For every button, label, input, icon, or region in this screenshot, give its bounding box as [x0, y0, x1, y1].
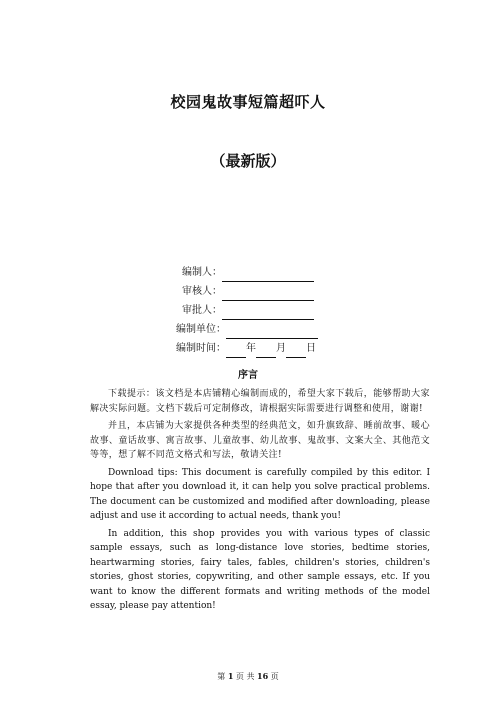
- footer-middle: 页 共: [235, 672, 255, 681]
- day-label: 日: [306, 343, 316, 354]
- preface-body: [90, 387, 430, 617]
- paragraph-shop-offer-en: In addition, this shop provides you with various types of classic sample essays, such as long-distance love stories, bedtime stories, heartwarming stories, fairy tales, fables, children's stories, children's stories, ghost stories, copywriting, and other sample essays, etc. If you want to know the different formats and writing methods of the model essay, please pay attention!: [90, 528, 430, 611]
- unit-label: 编制单位：: [176, 324, 226, 335]
- footer-total-pages: 16: [257, 671, 269, 681]
- time-label: 编制时间：: [176, 343, 226, 354]
- unit-blank-line: [226, 325, 318, 339]
- approver-label: 审批人：: [182, 305, 222, 316]
- unit-row: [176, 320, 318, 339]
- day-blank-line: [286, 344, 306, 358]
- reviewer-label: 审核人：: [182, 286, 222, 297]
- paragraph-shop-offer-cn: 并且，本店铺为大家提供各种类型的经典范文，如升旗致辞、睡前故事、暖心故事、童话故事、寓言故事、儿童故事、幼儿故事、鬼故事、文案大全、其他范文等等，想了解不同范文格式和写法，敬请关注!: [90, 421, 430, 460]
- paragraph-download-tips-en: Download tips: This document is carefully compiled by this editor. I hope that after you download it, it can help you solve practical problems. The document can be customized and modified after downloading, please adjust and use it according to actual needs, thank you!: [90, 467, 430, 521]
- editor-blank-line: [222, 268, 314, 282]
- approval-block: [176, 263, 318, 358]
- reviewer-row: [176, 282, 318, 301]
- month-blank-line: [256, 344, 276, 358]
- reviewer-blank-line: [222, 287, 314, 301]
- preface-heading: 序言: [238, 370, 258, 381]
- footer-suffix: 页: [270, 672, 279, 681]
- document-title: 校园鬼故事短篇超吓人: [170, 93, 326, 111]
- paragraph-download-tips-cn: 下载提示：该文档是本店铺精心编制而成的，希望大家下载后，能够帮助大家解决实际问题。文档下载后可定制修改，请根据实际需要进行调整和使用，谢谢!: [90, 389, 430, 414]
- time-row: [176, 339, 318, 358]
- page-footer: [0, 671, 496, 682]
- footer-page-number: 1: [227, 671, 234, 681]
- approver-blank-line: [222, 306, 314, 320]
- month-label: 月: [276, 343, 286, 354]
- editor-label: 编制人：: [182, 267, 222, 278]
- document-subtitle: （最新版）: [210, 152, 286, 170]
- year-blank-line: [226, 344, 246, 358]
- footer-prefix: 第: [217, 672, 226, 681]
- year-label: 年: [246, 343, 256, 354]
- approver-row: [176, 301, 318, 320]
- editor-row: [176, 263, 318, 282]
